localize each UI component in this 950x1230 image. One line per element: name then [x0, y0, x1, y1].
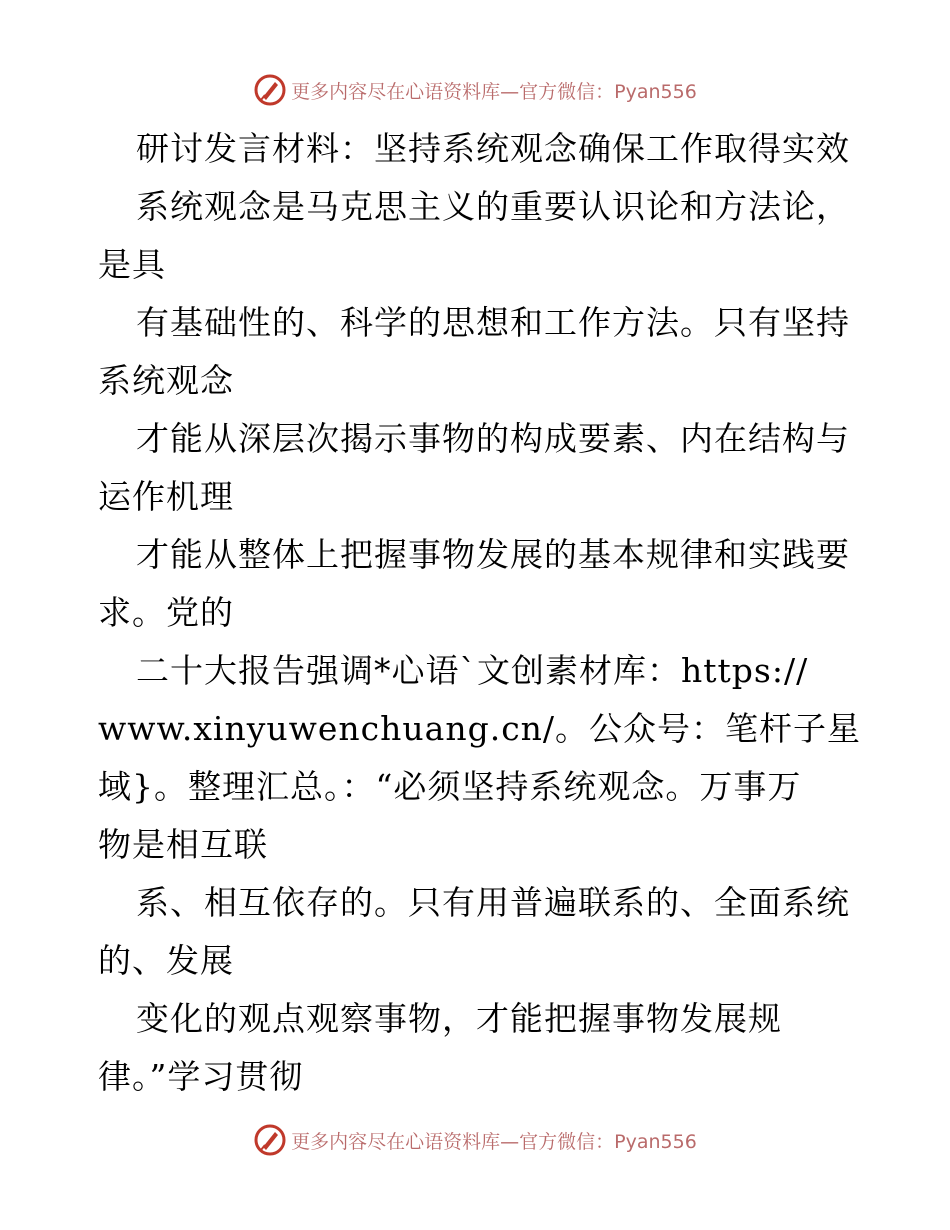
document-line: 系、相互依存的。只有用普遍联系的、全面系统	[136, 883, 850, 922]
document-line: 才能从深层次揭示事物的构成要素、内在结构与	[136, 419, 850, 458]
document-body	[98, 120, 868, 1106]
document-line: 律。”学习贯彻	[98, 1057, 304, 1096]
document-line: 二十大报告强调*心语`文创素材库：https://	[136, 651, 809, 690]
document-line: www.xinyuwenchuang.cn/。公众号：笔杆子星	[98, 709, 862, 748]
document-line: 有基础性的、科学的思想和工作方法。只有坚持	[136, 303, 850, 342]
document-line: 变化的观点观察事物，才能把握事物发展规	[136, 999, 782, 1038]
document-line: 系统观念	[98, 361, 234, 400]
quill-logo-icon	[253, 1123, 287, 1157]
quill-logo-icon	[253, 73, 287, 107]
document-line: 是具	[98, 245, 166, 284]
document-line: 系统观念是马克思主义的重要认识论和方法论，	[136, 187, 850, 226]
footer-banner-content	[253, 1123, 697, 1157]
document-line: 求。党的	[98, 593, 234, 632]
footer-banner-text: 更多内容尽在心语资料库—官方微信：Pyan556	[291, 1130, 697, 1153]
document-line: 域}。整理汇总。：“必须坚持系统观念。万事万	[98, 767, 802, 806]
footer-banner	[0, 1120, 950, 1160]
header-banner-text: 更多内容尽在心语资料库—官方微信：Pyan556	[291, 80, 697, 103]
document-line: 物是相互联	[98, 825, 268, 864]
header-banner	[0, 70, 950, 110]
document-line: 的、发展	[98, 941, 234, 980]
document-line: 研讨发言材料：坚持系统观念确保工作取得实效	[136, 129, 850, 168]
document-line: 运作机理	[98, 477, 234, 516]
header-banner-content	[253, 73, 697, 107]
document-line: 才能从整体上把握事物发展的基本规律和实践要	[136, 535, 850, 574]
